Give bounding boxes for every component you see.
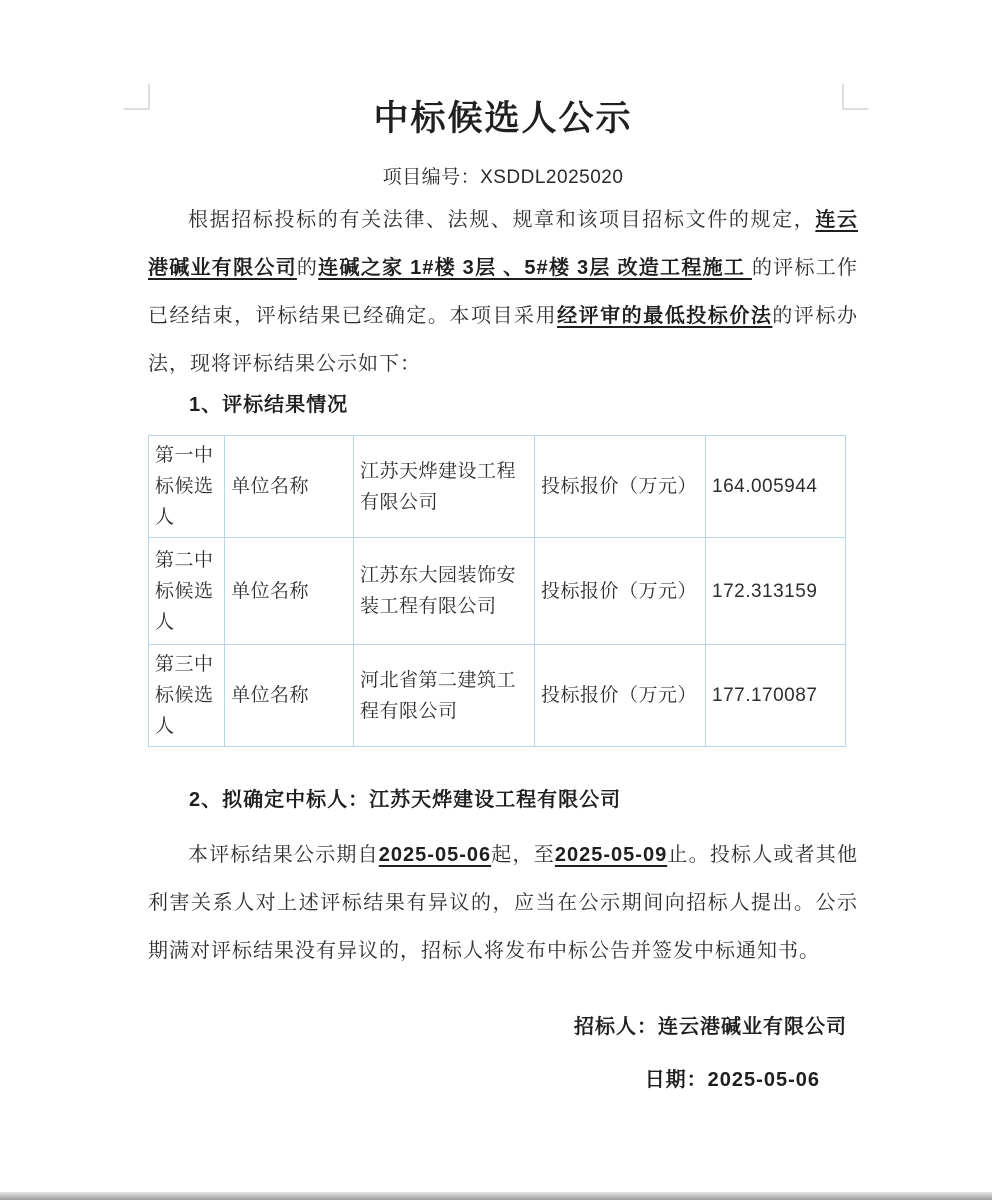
text-segment: 本评标结果公示期自 (188, 844, 379, 866)
candidate-rank-cell: 第三中标候选人 (149, 645, 225, 747)
candidate-rank-cell: 第二中标候选人 (149, 538, 225, 645)
page-title: 中标候选人公示 (373, 99, 633, 138)
bid-price-value-cell: 164.005944 (706, 436, 846, 538)
text-segment: 连云港碱业有限公司 (148, 209, 859, 279)
unit-name-label-cell: 单位名称 (225, 436, 354, 538)
viewport-bottom-edge (0, 1192, 992, 1200)
bid-price-label-cell: 投标报价（万元） (535, 645, 706, 747)
evaluation-result-table (148, 435, 846, 747)
publicity-period-paragraph (148, 831, 858, 975)
text-segment: 2025-05-06 (378, 844, 492, 866)
bid-price-label-cell: 投标报价（万元） (535, 436, 706, 538)
text-segment: 根据招标投标的有关法律、法规、规章和该项目招标文件的规定， (188, 209, 816, 231)
text-segment: 止。投标人或者其他利害关系人对上述评标结果有异议的，应当在公示期间向招标人提出。公示期满对评标结果没有异议的，招标人将发布中标公告并签发中标通知书。 (148, 844, 859, 962)
page-margin-corner-mark-top-left (124, 84, 150, 110)
table-row (149, 538, 846, 645)
text-segment: 连碱之家 1#楼 3层 、5#楼 3层 改造工程施工 (318, 257, 752, 279)
candidate-rank-cell: 第一中标候选人 (149, 436, 225, 538)
company-name-cell: 河北省第二建筑工程有限公司 (354, 645, 535, 747)
section-heading-results: 1、评标结果情况 (189, 394, 349, 416)
text-segment: 起，至 (491, 844, 555, 866)
text-segment: 的 (296, 257, 319, 279)
signature-date: 日期：2025-05-06 (644, 1069, 820, 1091)
bid-price-value-cell: 172.313159 (706, 538, 846, 645)
unit-name-label-cell: 单位名称 (225, 645, 354, 747)
document-body (148, 0, 858, 1095)
company-name-cell: 江苏东大园装饰安装工程有限公司 (354, 538, 535, 645)
project-number: 项目编号：XSDDL2025020 (382, 167, 624, 188)
company-name-cell: 江苏天烨建设工程有限公司 (354, 436, 535, 538)
bid-price-value-cell: 177.170087 (706, 645, 846, 747)
table-row (149, 436, 846, 538)
text-segment: 经评审的最低投标价法 (557, 305, 773, 327)
text-segment: 的评标办法，现将评标结果公示如下： (148, 305, 858, 375)
text-segment: 2025-05-09 (554, 844, 668, 866)
intro-paragraph (148, 196, 858, 388)
section-heading-winner: 2、拟确定中标人：江苏天烨建设工程有限公司 (189, 789, 622, 811)
tenderer-signature: 招标人：连云港碱业有限公司 (574, 1016, 847, 1038)
bid-price-label-cell: 投标报价（万元） (535, 538, 706, 645)
text-segment: 的评标工作已经结束，评标结果已经确定。本项目采用 (148, 257, 859, 327)
unit-name-label-cell: 单位名称 (225, 538, 354, 645)
table-row (149, 645, 846, 747)
